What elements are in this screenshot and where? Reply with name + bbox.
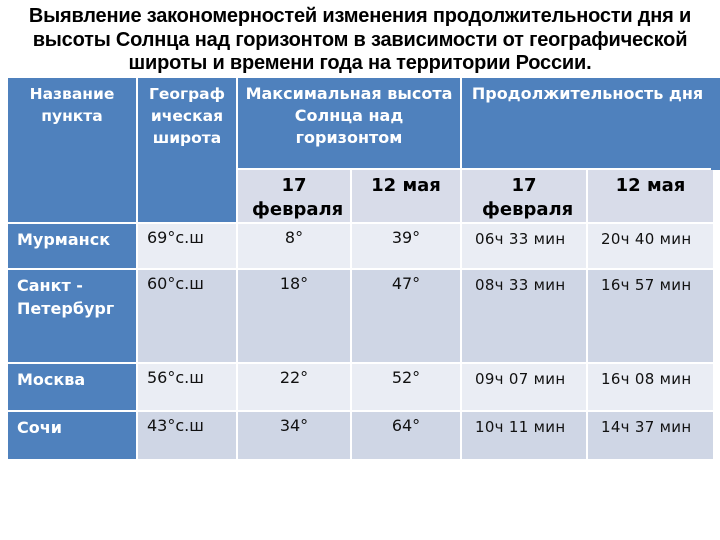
cell-feb-height: 22° <box>238 364 350 410</box>
cell-city: Сочи <box>8 412 136 459</box>
cell-feb-daylength: 09ч 07 мин <box>462 364 586 410</box>
cell-city: Москва <box>8 364 136 410</box>
cell-city: Санкт - Петербург <box>8 270 136 362</box>
subheader-day-may: 12 мая <box>588 170 713 222</box>
cell-feb-height: 18° <box>238 270 350 362</box>
subheader-day-feb <box>462 170 586 222</box>
cell-may-height: 52° <box>352 364 460 410</box>
column-header-latitude: Географическая широта <box>138 78 236 222</box>
cell-feb-daylength: 10ч 11 мин <box>462 412 586 459</box>
subheader-height-may: 12 мая <box>352 170 460 222</box>
column-header-name: Название пункта <box>8 78 136 222</box>
cell-may-daylength: 20ч 40 мин <box>588 224 713 268</box>
cell-latitude: 69°с.ш <box>138 224 236 268</box>
cell-latitude: 56°с.ш <box>138 364 236 410</box>
cell-feb-height: 34° <box>238 412 350 459</box>
header-overflow-strip <box>711 78 720 170</box>
subheader-day-feb-label: 17 февраля <box>482 175 574 220</box>
data-table <box>8 78 713 459</box>
cell-may-daylength: 16ч 57 мин <box>588 270 713 362</box>
subheader-height-feb-label: 17 февраля <box>252 175 344 220</box>
cell-feb-daylength: 06ч 33 мин <box>462 224 586 268</box>
cell-city: Мурманск <box>8 224 136 268</box>
cell-may-daylength: 16ч 08 мин <box>588 364 713 410</box>
cell-may-height: 64° <box>352 412 460 459</box>
cell-may-daylength: 14ч 37 мин <box>588 412 713 459</box>
cell-may-height: 47° <box>352 270 460 362</box>
subheader-height-feb <box>238 170 350 222</box>
cell-latitude: 60°с.ш <box>138 270 236 362</box>
cell-feb-height: 8° <box>238 224 350 268</box>
cell-latitude: 43°с.ш <box>138 412 236 459</box>
cell-feb-daylength: 08ч 33 мин <box>462 270 586 362</box>
cell-may-height: 39° <box>352 224 460 268</box>
column-header-day-length: Продолжительность дня <box>462 78 713 168</box>
column-header-max-sun-height: Максимальная высота Солнца над горизонтом <box>238 78 460 168</box>
page-title: Выявление закономерностей изменения продолжительности дня и высоты Солнца над горизонтом в зависимости от географической широты и времени года на территории России. <box>28 5 692 74</box>
